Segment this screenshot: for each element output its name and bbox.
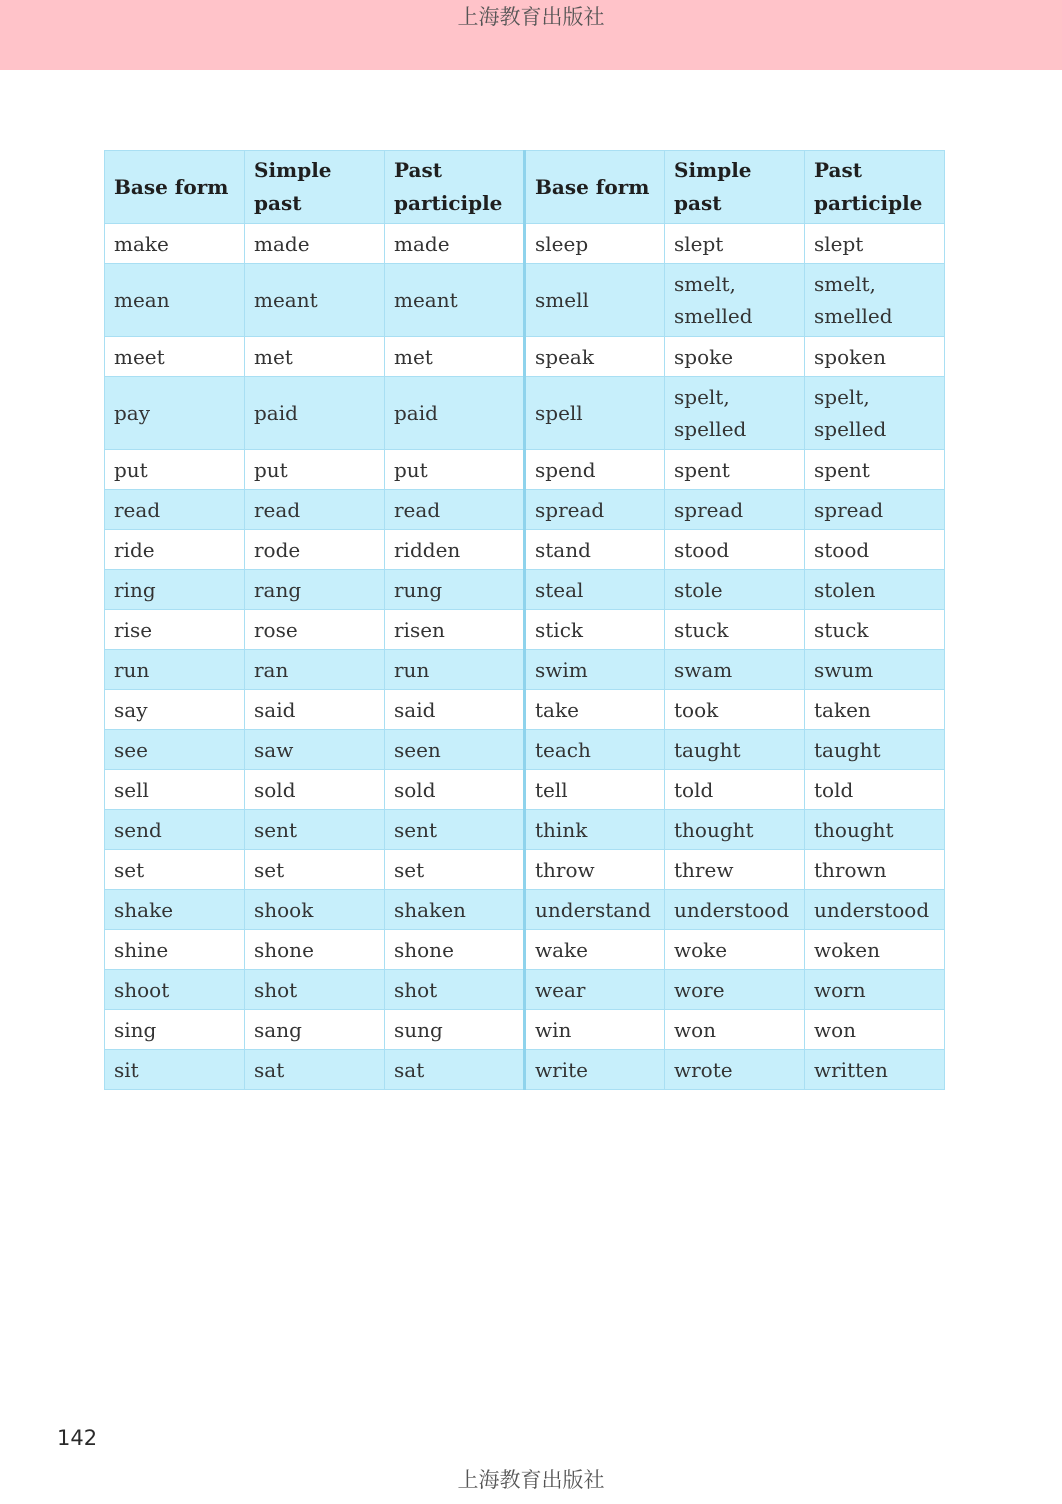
cell-past-participle-right: woken [805,930,945,970]
cell-past-participle-left: shot [385,970,525,1010]
publisher-footer: 上海教育出版社 [457,1468,605,1492]
header-simple-past-right: Simple past [665,151,805,224]
cell-simple-past-left: sat [245,1050,385,1090]
cell-simple-past-right: stuck [665,610,805,650]
table-row [105,970,945,1010]
cell-past-participle-left: shone [385,930,525,970]
cell-past-participle-left: said [385,690,525,730]
cell-base-form-right: understand [525,890,665,930]
table-row [105,337,945,377]
cell-past-participle-left: read [385,490,525,530]
cell-simple-past-right: spread [665,490,805,530]
table-row [105,810,945,850]
cell-base-form-right: teach [525,730,665,770]
cell-simple-past-right: thought [665,810,805,850]
table-row [105,730,945,770]
cell-base-form-left: send [105,810,245,850]
cell-base-form-left: shine [105,930,245,970]
cell-simple-past-left: rode [245,530,385,570]
cell-past-participle-left: sent [385,810,525,850]
cell-base-form-right: smell [525,264,665,337]
cell-simple-past-left: shot [245,970,385,1010]
cell-base-form-right: win [525,1010,665,1050]
cell-simple-past-right: slept [665,224,805,264]
cell-simple-past-left: meant [245,264,385,337]
table-row [105,690,945,730]
cell-base-form-right: think [525,810,665,850]
cell-past-participle-right: slept [805,224,945,264]
cell-base-form-left: ride [105,530,245,570]
cell-base-form-right: sleep [525,224,665,264]
cell-simple-past-right: spelt, spelled [665,377,805,450]
cell-simple-past-right: threw [665,850,805,890]
cell-base-form-left: mean [105,264,245,337]
cell-base-form-left: set [105,850,245,890]
cell-past-participle-left: rung [385,570,525,610]
cell-base-form-left: see [105,730,245,770]
cell-base-form-left: shake [105,890,245,930]
table-row [105,530,945,570]
cell-past-participle-left: put [385,450,525,490]
cell-simple-past-right: swam [665,650,805,690]
cell-base-form-left: sing [105,1010,245,1050]
cell-simple-past-left: set [245,850,385,890]
table-row [105,850,945,890]
cell-simple-past-right: took [665,690,805,730]
cell-base-form-left: say [105,690,245,730]
cell-base-form-left: rise [105,610,245,650]
table-row [105,377,945,450]
cell-base-form-right: write [525,1050,665,1090]
cell-simple-past-right: told [665,770,805,810]
table-row [105,1050,945,1090]
table-row [105,450,945,490]
cell-simple-past-left: made [245,224,385,264]
cell-simple-past-right: spoke [665,337,805,377]
cell-past-participle-right: taught [805,730,945,770]
cell-simple-past-left: read [245,490,385,530]
cell-past-participle-right: thought [805,810,945,850]
header-base-form-left: Base form [105,151,245,224]
cell-base-form-left: meet [105,337,245,377]
cell-past-participle-right: told [805,770,945,810]
cell-past-participle-left: run [385,650,525,690]
cell-past-participle-right: written [805,1050,945,1090]
cell-past-participle-right: understood [805,890,945,930]
cell-base-form-right: swim [525,650,665,690]
cell-base-form-left: pay [105,377,245,450]
cell-simple-past-right: woke [665,930,805,970]
cell-past-participle-left: sold [385,770,525,810]
page-number: 142 [57,1426,98,1450]
cell-past-participle-right: thrown [805,850,945,890]
cell-simple-past-left: sent [245,810,385,850]
cell-past-participle-right: won [805,1010,945,1050]
table-body [105,224,945,1090]
cell-past-participle-right: stuck [805,610,945,650]
cell-simple-past-right: won [665,1010,805,1050]
cell-past-participle-left: set [385,850,525,890]
cell-base-form-left: shoot [105,970,245,1010]
cell-simple-past-right: spent [665,450,805,490]
cell-past-participle-left: seen [385,730,525,770]
cell-base-form-left: read [105,490,245,530]
cell-simple-past-right: understood [665,890,805,930]
cell-simple-past-left: ran [245,650,385,690]
cell-past-participle-right: spoken [805,337,945,377]
cell-simple-past-right: wrote [665,1050,805,1090]
cell-simple-past-left: put [245,450,385,490]
cell-past-participle-left: ridden [385,530,525,570]
cell-base-form-left: sell [105,770,245,810]
cell-past-participle-left: sat [385,1050,525,1090]
cell-base-form-right: wear [525,970,665,1010]
cell-simple-past-left: rang [245,570,385,610]
cell-simple-past-right: stood [665,530,805,570]
cell-base-form-right: spell [525,377,665,450]
table-row [105,890,945,930]
cell-past-participle-right: taken [805,690,945,730]
table-row [105,650,945,690]
cell-past-participle-right: smelt, smelled [805,264,945,337]
header-past-participle-left: Past participle [385,151,525,224]
cell-base-form-right: steal [525,570,665,610]
cell-base-form-right: speak [525,337,665,377]
cell-past-participle-left: shaken [385,890,525,930]
cell-simple-past-right: smelt, smelled [665,264,805,337]
cell-simple-past-left: met [245,337,385,377]
cell-base-form-right: spend [525,450,665,490]
cell-past-participle-right: worn [805,970,945,1010]
cell-base-form-left: ring [105,570,245,610]
cell-past-participle-right: spelt, spelled [805,377,945,450]
cell-past-participle-left: made [385,224,525,264]
cell-past-participle-right: spread [805,490,945,530]
cell-base-form-left: sit [105,1050,245,1090]
cell-base-form-right: wake [525,930,665,970]
table-row [105,570,945,610]
publisher-header: 上海教育出版社 [457,5,605,29]
table-row [105,490,945,530]
cell-base-form-right: tell [525,770,665,810]
table-row [105,930,945,970]
cell-past-participle-left: risen [385,610,525,650]
cell-base-form-right: stand [525,530,665,570]
cell-past-participle-left: sung [385,1010,525,1050]
cell-simple-past-left: sang [245,1010,385,1050]
table-row [105,264,945,337]
table-row [105,224,945,264]
cell-simple-past-left: shone [245,930,385,970]
cell-past-participle-left: meant [385,264,525,337]
table-row [105,770,945,810]
cell-base-form-left: run [105,650,245,690]
header-simple-past-left: Simple past [245,151,385,224]
cell-base-form-left: put [105,450,245,490]
table-row [105,1010,945,1050]
cell-past-participle-left: paid [385,377,525,450]
cell-base-form-right: throw [525,850,665,890]
cell-past-participle-right: spent [805,450,945,490]
cell-simple-past-right: wore [665,970,805,1010]
cell-simple-past-right: stole [665,570,805,610]
cell-simple-past-left: paid [245,377,385,450]
header-past-participle-right: Past participle [805,151,945,224]
cell-base-form-right: spread [525,490,665,530]
cell-base-form-left: make [105,224,245,264]
cell-simple-past-left: rose [245,610,385,650]
cell-past-participle-right: swum [805,650,945,690]
cell-simple-past-left: sold [245,770,385,810]
cell-past-participle-left: met [385,337,525,377]
cell-simple-past-left: saw [245,730,385,770]
cell-simple-past-left: shook [245,890,385,930]
cell-past-participle-right: stolen [805,570,945,610]
header-base-form-right: Base form [525,151,665,224]
cell-base-form-right: stick [525,610,665,650]
table-row [105,610,945,650]
table-header-row [105,151,945,224]
cell-base-form-right: take [525,690,665,730]
cell-past-participle-right: stood [805,530,945,570]
cell-simple-past-left: said [245,690,385,730]
irregular-verbs-table [104,150,945,1090]
cell-simple-past-right: taught [665,730,805,770]
